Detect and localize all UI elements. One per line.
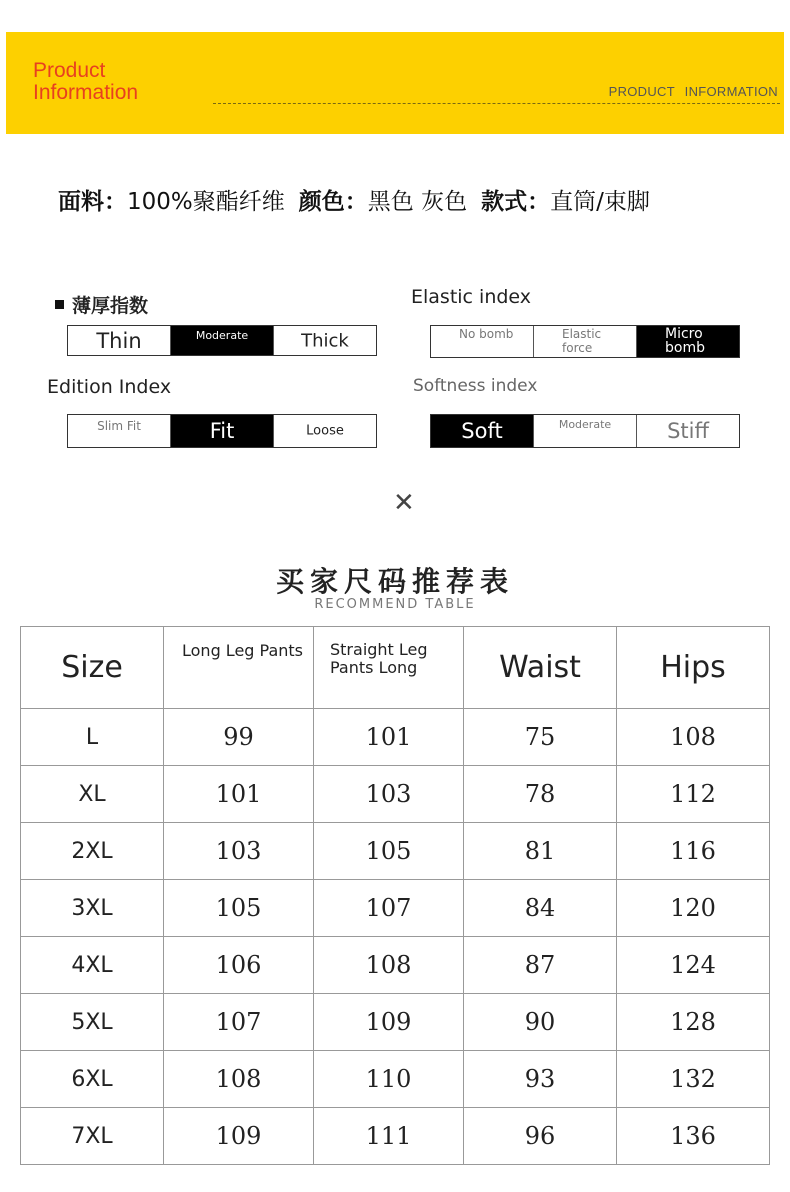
header-size: Size — [21, 627, 164, 709]
cell-long-leg: 109 — [164, 1108, 314, 1165]
cell-hips: 120 — [617, 880, 770, 937]
style-value: 直筒/束脚 — [550, 189, 650, 215]
product-information-banner — [6, 32, 784, 134]
thickness-option-thick: Thick — [301, 330, 349, 351]
header-long-leg: Long Leg Pants — [164, 627, 314, 709]
cell-long-leg: 101 — [164, 766, 314, 823]
elastic-option-no-bomb: No bomb — [431, 326, 534, 357]
cell-size: 5XL — [21, 994, 164, 1051]
cell-long-leg: 105 — [164, 880, 314, 937]
cell-long-leg: 103 — [164, 823, 314, 880]
softness-option-soft-selected: Soft — [431, 415, 534, 447]
cell-hips: 112 — [617, 766, 770, 823]
table-row — [21, 766, 770, 823]
cell-size: 2XL — [21, 823, 164, 880]
cell-waist: 96 — [464, 1108, 617, 1165]
table-row — [21, 994, 770, 1051]
cell-size: 4XL — [21, 937, 164, 994]
thickness-option-thin: Thin — [68, 326, 171, 355]
table-row — [21, 937, 770, 994]
cell-hips: 108 — [617, 709, 770, 766]
thickness-index-label: 薄厚指数 — [72, 295, 149, 317]
cell-straight-leg: 110 — [314, 1051, 464, 1108]
banner-title — [33, 60, 138, 104]
cell-straight-leg: 109 — [314, 994, 464, 1051]
cell-straight-leg: 101 — [314, 709, 464, 766]
cell-straight-leg: 111 — [314, 1108, 464, 1165]
cell-waist: 81 — [464, 823, 617, 880]
cell-waist: 93 — [464, 1051, 617, 1108]
cell-hips: 124 — [617, 937, 770, 994]
header-waist: Waist — [464, 627, 617, 709]
banner-title-line2: Information — [33, 81, 139, 104]
cell-size: 3XL — [21, 880, 164, 937]
close-icon[interactable]: ✕ — [393, 488, 415, 518]
cell-straight-leg: 105 — [314, 823, 464, 880]
cell-waist: 90 — [464, 994, 617, 1051]
cell-long-leg: 107 — [164, 994, 314, 1051]
cell-long-leg: 108 — [164, 1051, 314, 1108]
cell-waist: 87 — [464, 937, 617, 994]
cell-hips: 116 — [617, 823, 770, 880]
thickness-option-moderate-selected: Moderate — [171, 326, 274, 355]
banner-title-line1: Product — [33, 59, 106, 82]
softness-option-stiff: Stiff — [667, 419, 709, 443]
table-row — [21, 709, 770, 766]
cell-hips: 132 — [617, 1051, 770, 1108]
edition-option-slim-fit: Slim Fit — [68, 415, 171, 447]
cell-long-leg: 99 — [164, 709, 314, 766]
cell-hips: 136 — [617, 1108, 770, 1165]
cell-size: 6XL — [21, 1051, 164, 1108]
cell-waist: 84 — [464, 880, 617, 937]
softness-index-title: Softness index — [413, 376, 538, 396]
cell-waist: 78 — [464, 766, 617, 823]
table-row — [21, 823, 770, 880]
table-row — [21, 880, 770, 937]
cell-straight-leg: 107 — [314, 880, 464, 937]
edition-option-loose: Loose — [306, 423, 344, 439]
cell-waist: 75 — [464, 709, 617, 766]
banner-divider — [213, 103, 780, 104]
material-info — [58, 183, 650, 216]
thickness-index-title — [55, 291, 148, 318]
softness-scale — [430, 414, 740, 448]
recommend-table-title: 买家尺码推荐表 — [275, 565, 514, 598]
color-value: 黑色 灰色 — [367, 189, 468, 215]
table-row — [21, 1051, 770, 1108]
cell-hips: 128 — [617, 994, 770, 1051]
table-header-row — [21, 627, 770, 709]
elastic-option-micro-bomb-selected: Micro bomb — [637, 326, 739, 357]
elastic-index-title: Elastic index — [411, 286, 532, 308]
edition-option-fit-selected: Fit — [171, 415, 274, 447]
cell-straight-leg: 103 — [314, 766, 464, 823]
square-bullet-icon — [55, 300, 64, 309]
size-table — [20, 626, 770, 1165]
cell-size: L — [21, 709, 164, 766]
table-row — [21, 1108, 770, 1165]
elastic-option-elastic-force: Elastic force — [534, 326, 637, 357]
edition-scale — [67, 414, 377, 448]
elastic-scale — [430, 325, 740, 358]
header-hips: Hips — [617, 627, 770, 709]
banner-subtitle: PRODUCT INFORMATION — [608, 84, 778, 99]
header-straight-leg: Straight Leg Pants Long — [314, 627, 464, 709]
fabric-label: 面料： — [58, 189, 127, 215]
cell-size: XL — [21, 766, 164, 823]
cell-long-leg: 106 — [164, 937, 314, 994]
edition-index-title: Edition Index — [47, 376, 172, 398]
style-label: 款式： — [481, 189, 551, 215]
fabric-value: 100%聚酯纤维 — [127, 189, 285, 215]
cell-straight-leg: 108 — [314, 937, 464, 994]
softness-option-moderate: Moderate — [534, 415, 637, 447]
cell-size: 7XL — [21, 1108, 164, 1165]
color-label: 颜色： — [298, 189, 368, 215]
thickness-scale — [67, 325, 377, 356]
recommend-table-subtitle: RECOMMEND TABLE — [314, 597, 476, 612]
